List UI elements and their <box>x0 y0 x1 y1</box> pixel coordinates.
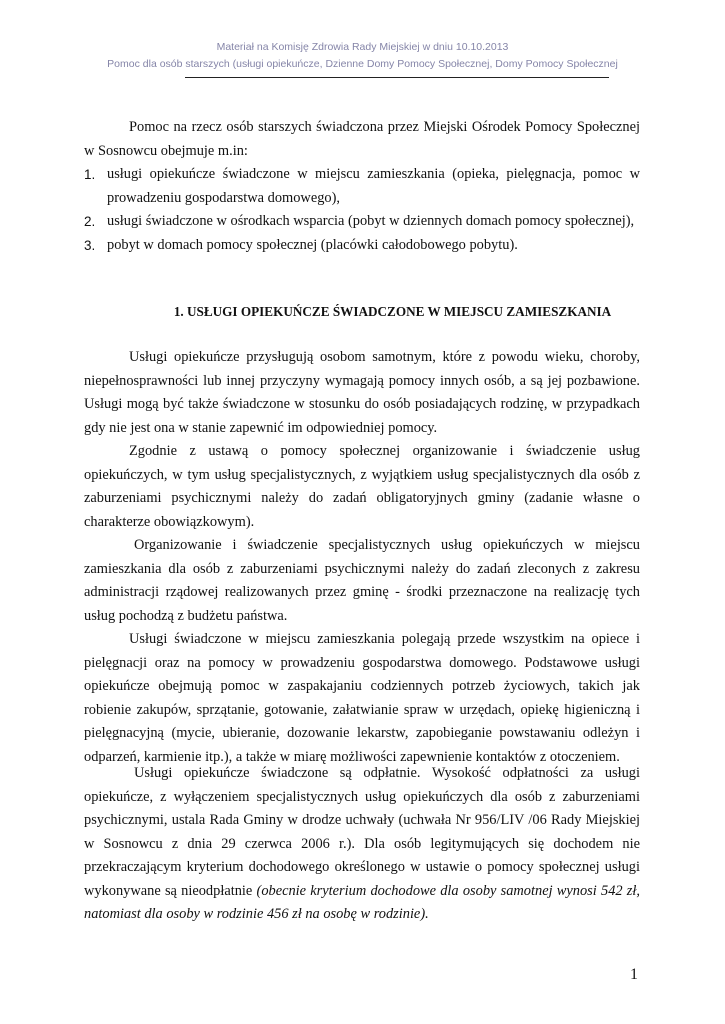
list-item <box>84 234 640 258</box>
list-item-number: 3. <box>84 237 96 253</box>
section-body <box>84 346 640 769</box>
intro-list <box>84 163 640 257</box>
paragraph-2: Zgodnie z ustawą o pomocy społecznej organizowanie i świadczenie usług opiekuńczych, w tym usług specjalistycznych, z wyjątkiem usług specjalistycznych dla osób z zaburzeniami psychicznymi należy do zadań obligatoryjnych gminy (zadanie własne o charakterze obowiązkowym). <box>84 443 640 530</box>
intro-paragraph: Pomoc na rzecz osób starszych świadczona przez Miejski Ośrodek Pomocy Społecznej w Sosnowcu obejmuje m.in: <box>84 119 640 159</box>
list-item-text: pobyt w domach pomocy społecznej (placówki całodobowego pobytu). <box>107 236 518 253</box>
intro-section <box>84 116 640 257</box>
list-item-number: 1. <box>84 167 96 182</box>
section-body-2 <box>84 762 640 927</box>
paragraph-5-italic-note: (obecnie kryterium dochodowe dla osoby samotnej wynosi 542 zł, natomiast dla osoby w rodzinie 456 zł na osobę w rodzinie). <box>84 882 641 922</box>
header-title: Materiał na Komisję Zdrowia Rady Miejskiej w dniu 10.10.2013 <box>216 41 509 53</box>
header-divider <box>185 77 609 78</box>
paragraph-5-text: Usługi opiekuńcze świadczone są odpłatnie. Wysokość odpłatności za usługi opiekuńcze, z wyłączeniem specjalistycznych usług opiekuńczych dla osób z zaburzeniami psychicznymi, ustala Rada Gminy w drodze uchwały (uchwała Nr 956/LIV /06 Rady Miejskiej w Sosnowcu z dnia 29 czerwca 2006 r.). Dla osób legitymujących się dochodem nie przekraczającym kryterium dochodowego określonego w ustawie o pomocy społecznej usługi wykonywane są nieodpłatnie <box>84 765 640 899</box>
list-item-text: usługi świadczone w ośrodkach wsparcia (pobyt w dziennych domach pomocy społecznej), <box>107 213 635 229</box>
list-item <box>84 210 640 234</box>
paragraph-5 <box>84 762 640 927</box>
list-item-text: usługi opiekuńcze świadczone w miejscu zamieszkania (opieka, pielęgnacja, pomoc w prowadzeniu gospodarstwa domowego), <box>107 166 640 206</box>
page-number: 1 <box>630 966 638 983</box>
list-item-number: 2. <box>84 214 96 229</box>
paragraph-3: Organizowanie i świadczenie specjalistycznych usług opiekuńczych w miejscu zamieszkania dla osób z zaburzeniami psychicznymi należy do zadań zleconych z zakresu administracji rządowej realizowanych przez gminę - środki przeznaczone na realizację tych usług pochodzą z budżetu państwa. <box>84 537 640 624</box>
section-heading: 1. USŁUGI OPIEKUŃCZE ŚWIADCZONE W MIEJSCU ZAMIESZKANIA <box>173 304 612 319</box>
header-subtitle: Pomoc dla osób starszych (usługi opiekuńcze, Dzienne Domy Pomocy Społecznej, Domy Pomocy Społecznej <box>107 58 618 70</box>
paragraph-1: Usługi opiekuńcze przysługują osobom samotnym, które z powodu wieku, choroby, niepełnosprawności lub innej przyczyny wymagają pomocy innych osób, a są jej pozbawione. Usługi mogą być także świadczone w stosunku do osób posiadających rodzinę, w przypadkach gdy nie jest ona w stanie zapewnić im odpowiedniej pomocy. <box>84 349 640 436</box>
paragraph-4: Usługi świadczone w miejscu zamieszkania polegają przede wszystkim na opiece i pielęgnacji oraz na pomocy w prowadzeniu gospodarstwa domowego. Podstawowe usługi opiekuńcze obejmują pomoc w zaspakajaniu codziennych potrzeb życiowych, takich jak robienie zakupów, sprzątanie, gotowanie, załatwianie spraw w urzędach, opiekę higieniczną i pielęgnacyjną (mycie, ubieranie, dozowanie lekarstw, zapobieganie powstawaniu odleżyn i odparzeń, karmienie itp.), a także w miarę możliwości zapewnienie kontaktów z otoczeniem. <box>84 631 640 765</box>
list-item <box>84 163 640 210</box>
